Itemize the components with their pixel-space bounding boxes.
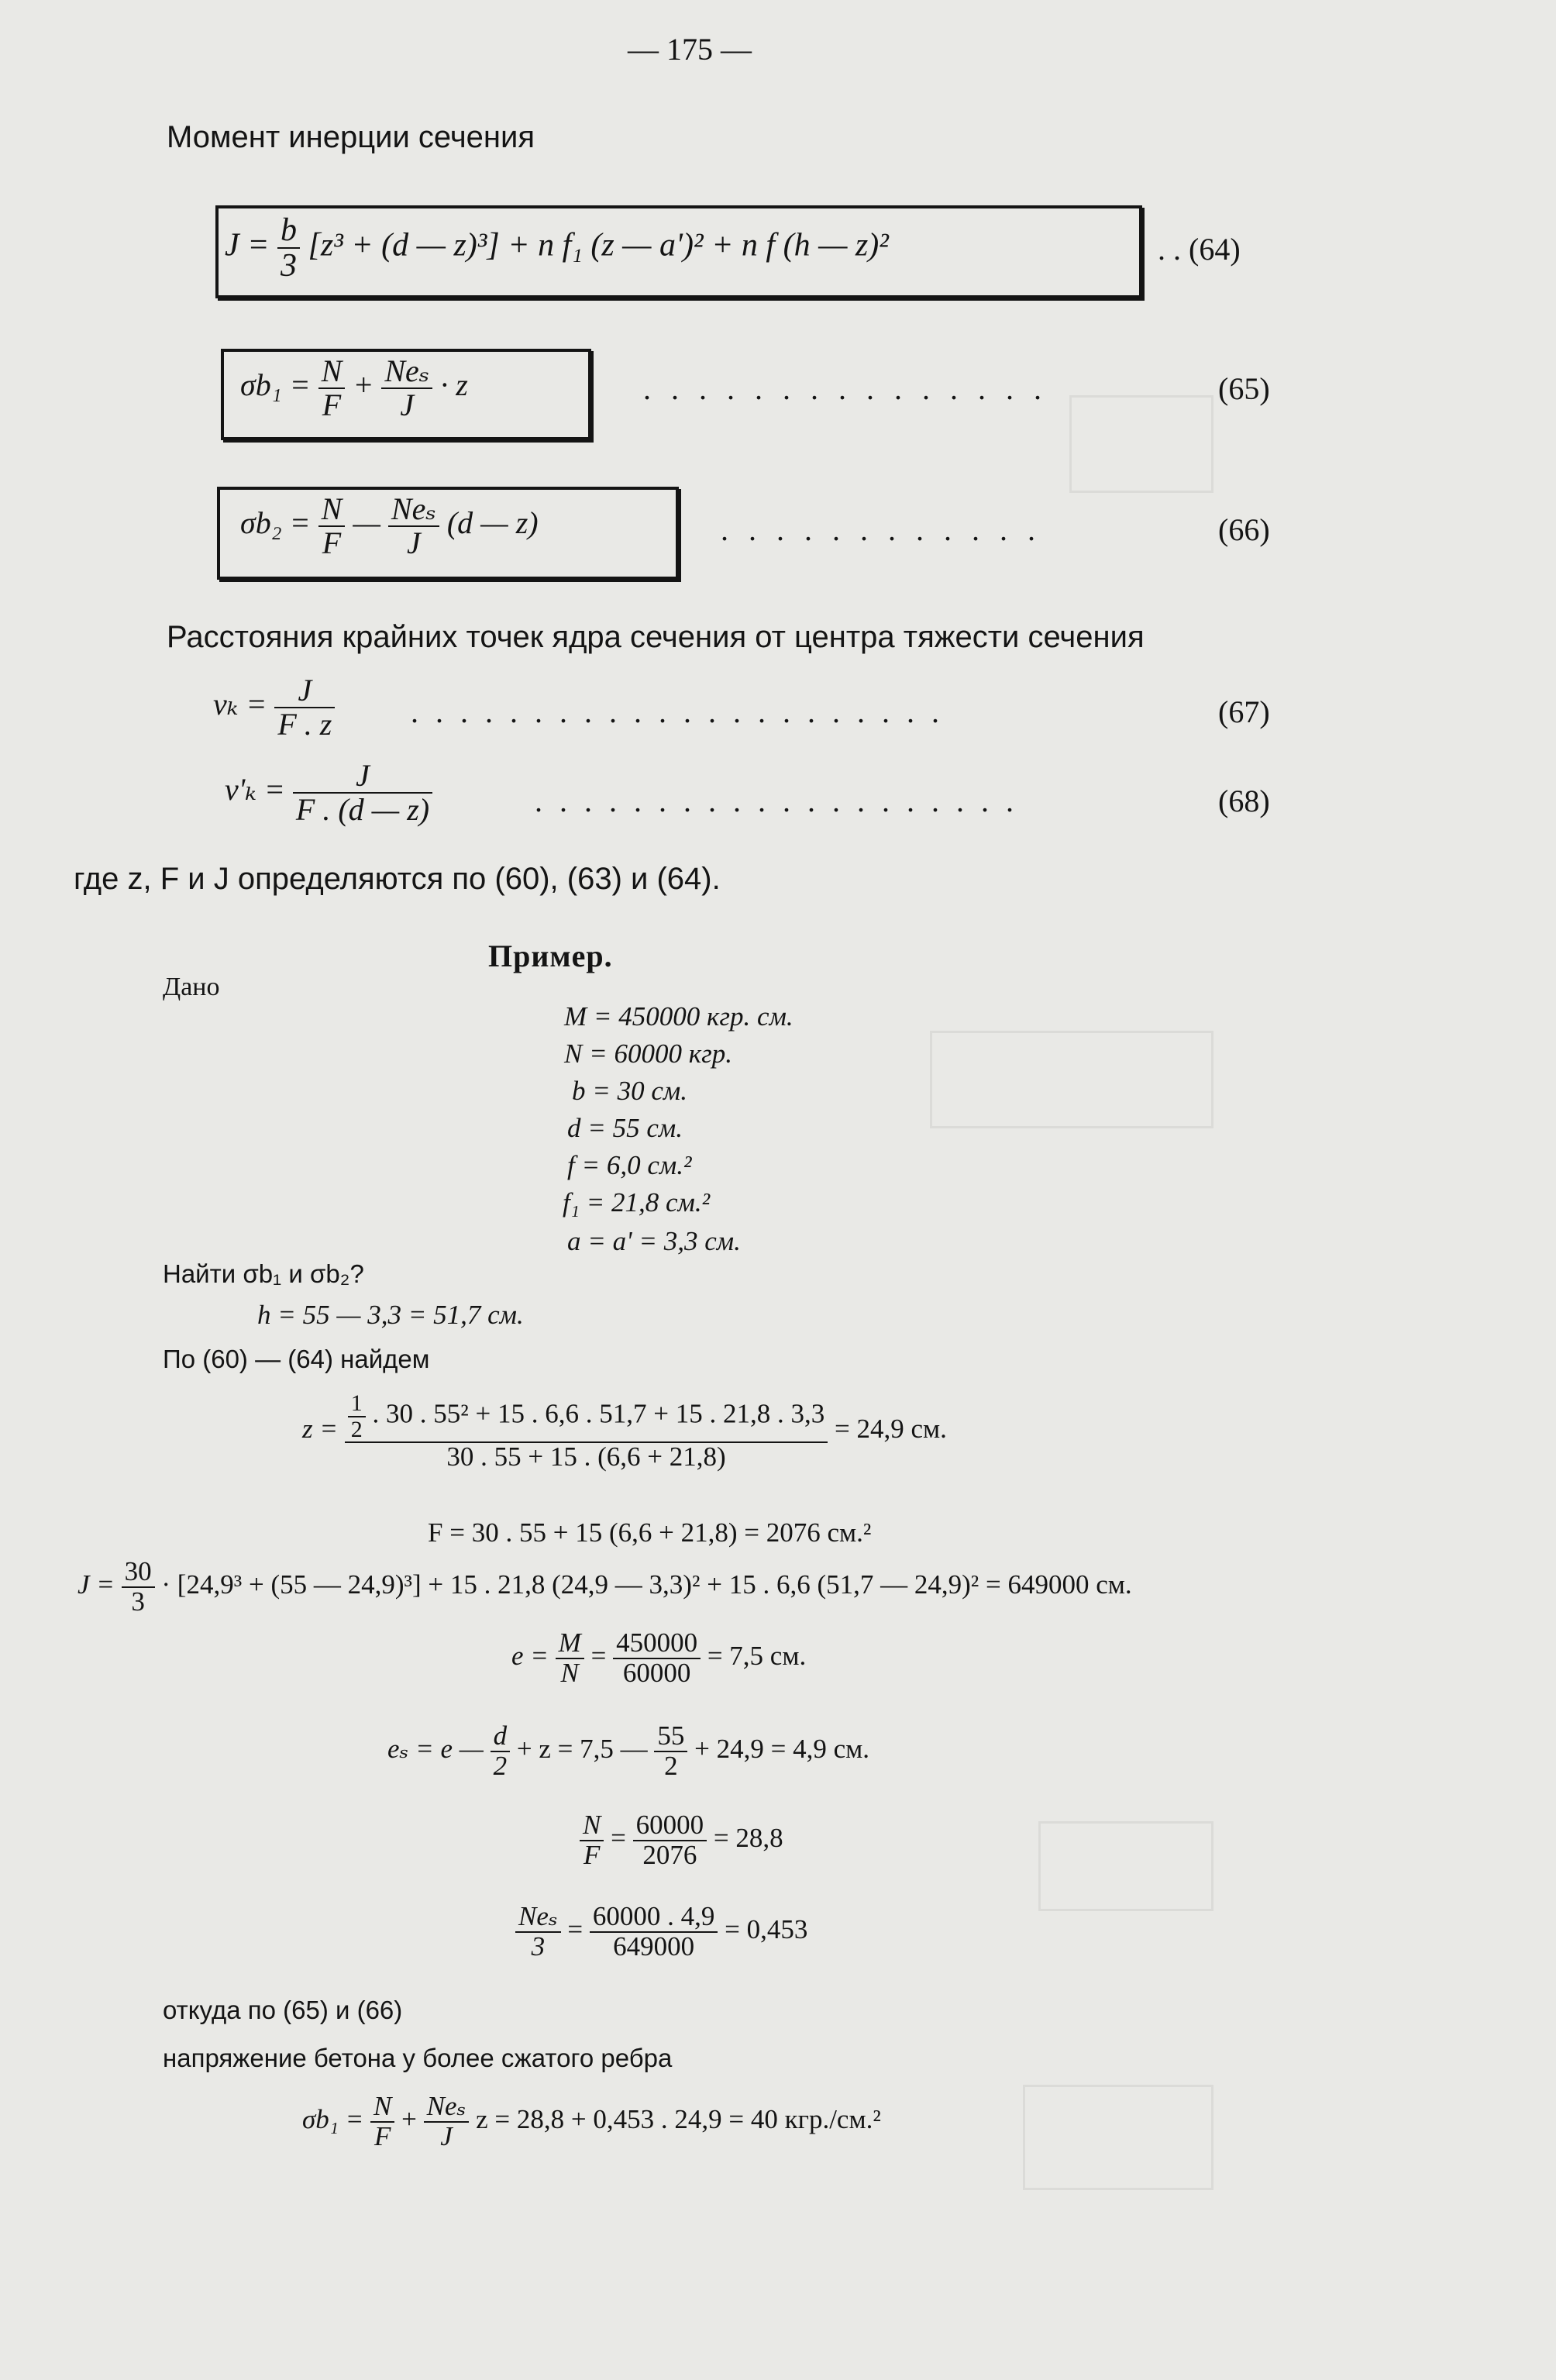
formula-66-frac2-den: J bbox=[406, 525, 421, 560]
show-through-frame bbox=[930, 1031, 1213, 1128]
find-line: Найти σb₁ и σb₂? bbox=[163, 1259, 364, 1288]
J-calc-fraction bbox=[122, 1558, 155, 1617]
formula-67 bbox=[213, 674, 335, 741]
equation-number-64: . . (64) bbox=[1158, 232, 1241, 267]
formula-66-lhs: σb₂ = bbox=[240, 505, 311, 541]
formula-65-lhs: σb₁ = bbox=[240, 367, 311, 403]
show-through-frame bbox=[1069, 395, 1213, 493]
formula-66-frac2-num: Neₛ bbox=[388, 493, 439, 527]
where-line: где z, F и J определяются по (60), (63) и (64). bbox=[74, 862, 721, 896]
leader-dots-66: . . . . . . . . . . . . bbox=[721, 512, 1041, 547]
e-calc-frac1 bbox=[556, 1629, 584, 1688]
show-through-frame bbox=[1038, 1821, 1213, 1911]
es-calc-result: + 24,9 = 4,9 см. bbox=[694, 1733, 870, 1764]
equation-number-68: (68) bbox=[1218, 784, 1270, 818]
NF-calc: $\frac{N}{F}$ = $\frac{60000}{2076}$ = 28,8 bbox=[580, 1811, 783, 1870]
NeJ-calc-frac1-den: 3 bbox=[531, 1931, 546, 1962]
NeJ-calc-frac1-num: Neₛ bbox=[515, 1903, 561, 1933]
formula-64-frac-den: 3 bbox=[281, 248, 297, 284]
page-number: — 175 — bbox=[628, 32, 752, 67]
z-calc-half-num: 1 bbox=[348, 1391, 366, 1417]
formula-68-den: F . (d — z) bbox=[295, 792, 430, 827]
formula-66-frac1 bbox=[318, 493, 346, 560]
formula-64-frac-num: b bbox=[277, 213, 300, 249]
J-calc-body: · [24,9³ + (55 — 24,9)³] + 15 . 21,8 (24,9 — 3,3)² + 15 . 6,6 (51,7 — 24,9)² = 649000 см. bbox=[161, 1569, 1132, 1600]
formula-66-tail: (d — z) bbox=[446, 505, 539, 541]
formula-64-fraction bbox=[277, 213, 300, 283]
formula-64: J = $\frac{b}{3}$ [z³ + (d — z)³] + n f₁ (z — a')² + n f (h — z)² bbox=[225, 212, 889, 284]
final-calc-frac1-num: N bbox=[370, 2092, 394, 2123]
h-calc: h = 55 — 3,3 = 51,7 см. bbox=[257, 1300, 524, 1330]
final-calc-frac2-num: Neₛ bbox=[424, 2092, 470, 2123]
given-item-f1: f₁ = 21,8 см.² bbox=[563, 1187, 711, 1218]
NeJ-calc-frac2 bbox=[590, 1903, 718, 1962]
given-item-M: M = 450000 кгр. см. bbox=[564, 1001, 793, 1032]
equation-number-66: (66) bbox=[1218, 512, 1270, 547]
formula-68 bbox=[225, 759, 432, 826]
final-calc-lhs: σb₁ = bbox=[302, 2103, 364, 2134]
formula-64-lhs: J bbox=[225, 227, 239, 263]
formula-65-frac1-num: N bbox=[318, 355, 346, 389]
by-line: По (60) — (64) найдем bbox=[163, 1345, 430, 1373]
final-calc-frac2 bbox=[424, 2092, 470, 2151]
formula-68-lhs: v'ₖ = bbox=[225, 772, 285, 808]
e-calc-frac2-den: 60000 bbox=[622, 1657, 691, 1688]
e-calc-frac2 bbox=[613, 1629, 701, 1688]
e-calc-lhs: e = bbox=[511, 1640, 549, 1671]
NeJ-calc-frac1 bbox=[515, 1903, 561, 1962]
z-calc-fraction bbox=[345, 1391, 828, 1472]
z-calc bbox=[302, 1391, 947, 1472]
example-title: Пример. bbox=[488, 939, 613, 973]
final-calc-frac1-den: F bbox=[374, 2120, 391, 2151]
final-calc-result: z = 28,8 + 0,453 . 24,9 = 40 кгр./см.² bbox=[476, 2103, 881, 2134]
section-heading-moment: Момент инерции сечения bbox=[167, 120, 535, 154]
final-calc-frac1 bbox=[370, 2092, 394, 2151]
leader-dots-67: . . . . . . . . . . . . . . . . . . . . . . bbox=[411, 694, 944, 729]
given-item-f: f = 6,0 см.² bbox=[567, 1150, 692, 1180]
leader-dots-68: . . . . . . . . . . . . . . . . . . . . bbox=[535, 784, 1018, 818]
formula-66-frac1-den: F bbox=[322, 525, 342, 560]
NeJ-calc-frac2-den: 649000 bbox=[613, 1931, 695, 1962]
given-item-N: N = 60000 кгр. bbox=[564, 1038, 732, 1069]
es-calc-frac2 bbox=[654, 1722, 687, 1781]
given-label: Дано bbox=[163, 973, 220, 1001]
J-calc-frac-den: 3 bbox=[131, 1586, 145, 1617]
J-calc-frac-num: 30 bbox=[122, 1558, 155, 1588]
NF-calc-frac1-den: F bbox=[583, 1839, 601, 1870]
J-calc-lhs: J = bbox=[77, 1569, 115, 1600]
formula-66 bbox=[240, 493, 539, 560]
formula-67-lhs: vₖ = bbox=[213, 687, 267, 722]
es-calc-frac1-den: 2 bbox=[493, 1750, 508, 1781]
NeJ-calc: $\frac{\text{Neₛ}}{3}$ = $\frac{60000 . 4,9}{649000}$ = 0,453 bbox=[515, 1903, 807, 1962]
show-through-frame bbox=[1023, 2085, 1213, 2190]
formula-65-frac2 bbox=[381, 355, 432, 422]
equation-number-67: (67) bbox=[1218, 694, 1270, 729]
z-calc-den: 30 . 55 + 15 . (6,6 + 21,8) bbox=[446, 1441, 726, 1472]
e-calc-frac2-num: 450000 bbox=[613, 1629, 701, 1659]
final-calc bbox=[302, 2092, 881, 2151]
NF-calc-frac1 bbox=[580, 1811, 604, 1870]
formula-65 bbox=[240, 355, 468, 422]
NeJ-calc-result: = 0,453 bbox=[725, 1913, 808, 1944]
given-item-d: d = 55 см. bbox=[567, 1113, 683, 1143]
z-calc-lhs: z = bbox=[302, 1413, 338, 1444]
final-calc-frac2-den: J bbox=[440, 2120, 453, 2151]
e-calc: e = $\frac{M}{N}$ = $\frac{450000}{60000}$ = 7,5 см. bbox=[511, 1627, 807, 1688]
e-calc-frac1-num: M bbox=[556, 1629, 584, 1659]
NF-calc-result: = 28,8 bbox=[713, 1822, 783, 1853]
es-calc-frac1-num: d bbox=[491, 1722, 511, 1752]
section-heading-core: Расстояния крайних точек ядра сечения от центра тяжести сечения bbox=[167, 620, 1145, 654]
leader-dots-65: . . . . . . . . . . . . . . . bbox=[643, 371, 1048, 406]
es-calc-frac1 bbox=[491, 1722, 511, 1781]
whence-line: откуда по (65) и (66) bbox=[163, 1996, 403, 2024]
formula-66-frac1-num: N bbox=[318, 493, 346, 527]
formula-67-den: F . z bbox=[277, 707, 332, 742]
z-calc-half-den: 2 bbox=[350, 1416, 363, 1442]
formula-65-frac2-num: Neₛ bbox=[381, 355, 432, 389]
given-item-a: a = a' = 3,3 см. bbox=[567, 1226, 741, 1256]
final-calc-op: + bbox=[401, 2103, 417, 2134]
NF-calc-frac2-num: 60000 bbox=[633, 1811, 707, 1841]
formula-65-frac2-den: J bbox=[400, 387, 415, 422]
formula-67-num: J bbox=[274, 674, 335, 708]
es-calc-mid: + z = 7,5 — bbox=[516, 1733, 648, 1764]
formula-64-body: [z³ + (d — z)³] + n f₁ (z — a')² + n f (h — z)² bbox=[308, 227, 889, 263]
es-calc bbox=[387, 1722, 869, 1781]
z-calc-num-body: . 30 . 55² + 15 . 6,6 . 51,7 + 15 . 21,8 . 3,3 bbox=[372, 1398, 825, 1429]
es-calc-frac2-num: 55 bbox=[654, 1722, 687, 1752]
formula-67-fraction bbox=[274, 674, 335, 741]
NF-calc-frac1-num: N bbox=[580, 1811, 604, 1841]
formula-65-frac1-den: F bbox=[322, 387, 342, 422]
es-calc-lhs: eₛ = e — bbox=[387, 1733, 484, 1764]
J-calc bbox=[77, 1558, 1132, 1617]
NeJ-calc-frac2-num: 60000 . 4,9 bbox=[590, 1903, 718, 1933]
formula-65-frac1 bbox=[318, 355, 346, 422]
equation-number-65: (65) bbox=[1218, 371, 1270, 406]
given-item-b: b = 30 см. bbox=[572, 1076, 687, 1106]
F-calc: F = 30 . 55 + 15 (6,6 + 21,8) = 2076 см.² bbox=[428, 1517, 872, 1548]
formula-68-fraction bbox=[293, 759, 432, 826]
es-calc-frac2-den: 2 bbox=[664, 1750, 678, 1781]
formula-65-op: + bbox=[353, 367, 374, 403]
formula-65-tail: · z bbox=[440, 367, 468, 403]
z-calc-half bbox=[348, 1391, 366, 1441]
e-calc-result: = 7,5 см. bbox=[707, 1640, 807, 1671]
stress-line: напряжение бетона у более сжатого ребра bbox=[163, 2044, 673, 2072]
NF-calc-frac2 bbox=[633, 1811, 707, 1870]
formula-66-op: — bbox=[353, 505, 380, 541]
z-calc-num bbox=[345, 1391, 828, 1443]
formula-68-num: J bbox=[293, 759, 432, 794]
e-calc-frac1-den: N bbox=[560, 1657, 579, 1688]
z-calc-result: = 24,9 см. bbox=[834, 1413, 947, 1444]
formula-66-frac2 bbox=[388, 493, 439, 560]
NF-calc-frac2-den: 2076 bbox=[642, 1839, 697, 1870]
